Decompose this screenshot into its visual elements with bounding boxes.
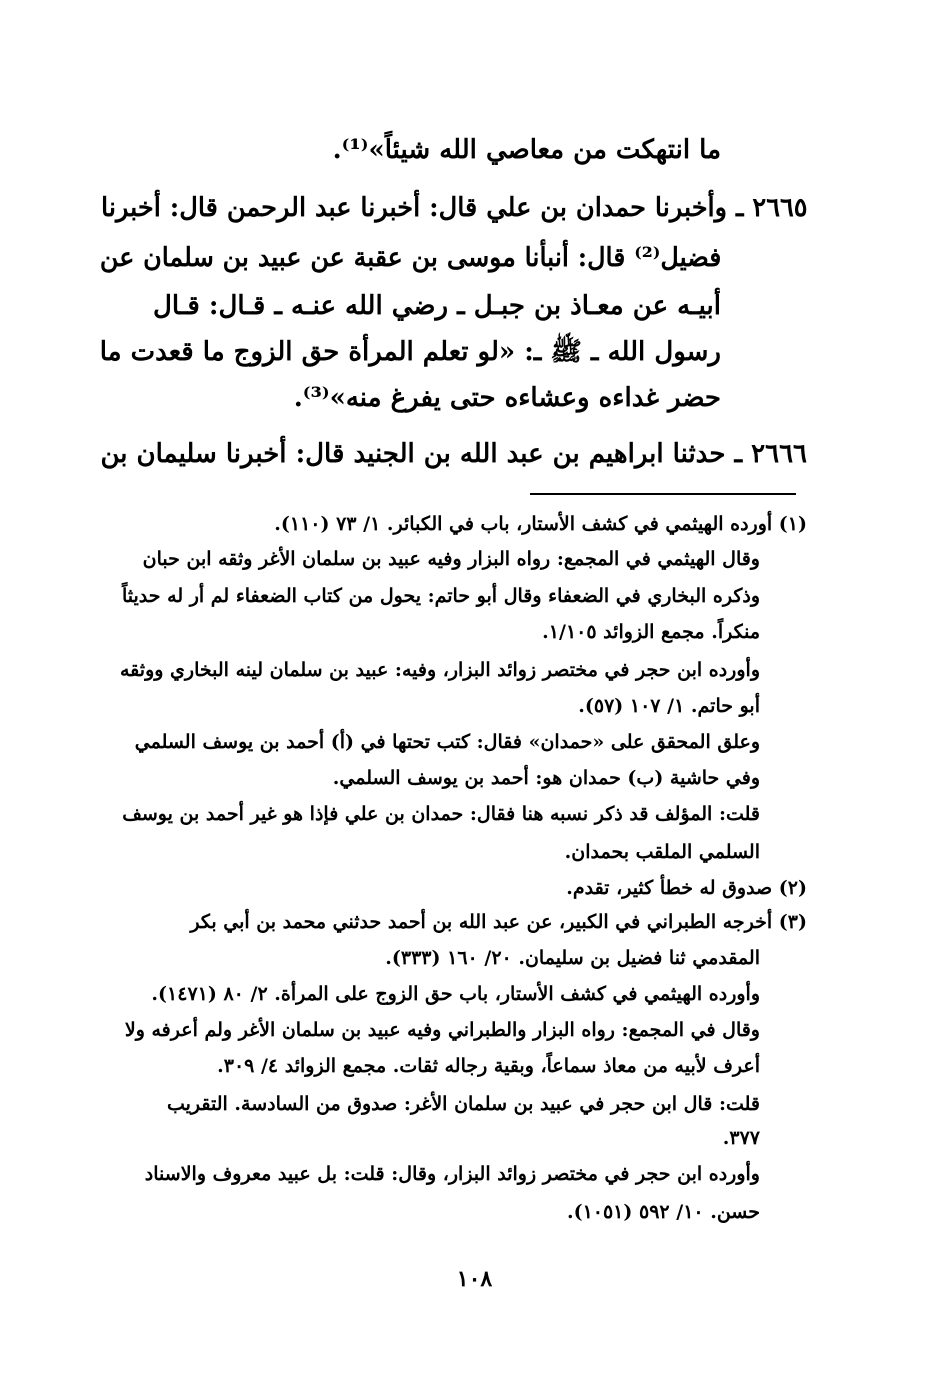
hadith-2666-line-1: ٢٦٦٦ ـ حدثنا ابراهيم بن عبد الله بن الجنيد قال: أخبرنا سليمان بن	[100, 439, 807, 469]
footnote-1-line-7: وعلق المحقق على «حمدان» فقال: كتب تحتها في (أ) أحمد بن يوسف السلمي	[134, 731, 760, 753]
footnote-3-line-8: وأورده ابن حجر في مختصر زوائد البزار، وقال: قلت: بل عبيد معروف والاسناد	[144, 1163, 760, 1185]
footnote-3-line-9: حسن. ١٠/ ٥٩٢ (١٠٥١).	[566, 1201, 760, 1223]
footnote-1-line-8: وفي حاشية (ب) حمدان هو: أحمد بن يوسف السلمي.	[332, 767, 760, 789]
footnote-1-line-6: أبو حاتم. ١/ ١٠٧ (٥٧).	[578, 695, 760, 717]
hadith-2665-line-3: أبيـه عن معـاذ بن جبـل ـ رضي الله عنـه ـ قـال: قـال	[152, 291, 721, 321]
footnote-1-line-10: السلمي الملقب بحمدان.	[564, 841, 760, 863]
hadith-2665-line-5: حضر غداءه وعشاءه حتى يفرغ منه»⁽³⁾.	[293, 383, 721, 413]
footnote-2: (٢) صدوق له خطأ كثير، تقدم.	[566, 877, 807, 899]
footnote-3-line-6: قلت: قال ابن حجر في عبيد بن سلمان الأغر: صدوق من السادسة. التقريب	[166, 1093, 760, 1115]
main-line-1: ما انتهكت من معاصي الله شيئاً»⁽¹⁾.	[332, 135, 721, 165]
footnote-3-line-2: المقدمي ثنا فضيل بن سليمان. ٢٠/ ١٦٠ (٣٣٣).	[385, 947, 760, 969]
footnote-3-line-4: وقال في المجمع: رواه البزار والطبراني وفيه عبيد بن سلمان الأغر ولم أعرفه ولا	[124, 1019, 760, 1041]
footnote-1-line-2: وقال الهيثمي في المجمع: رواه البزار وفيه عبيد بن سلمان الأغر وثقه ابن حبان	[142, 548, 760, 570]
footnote-1-line-9: قلت: المؤلف قد ذكر نسبه هنا فقال: حمدان بن علي فإذا هو غير أحمد بن يوسف	[122, 803, 760, 825]
footnote-divider	[530, 493, 796, 495]
footnote-3-line-1: (٣) أخرجه الطبراني في الكبير، عن عبد الله بن أحمد حدثني محمد بن أبي بكر	[190, 911, 807, 933]
footnote-1-line-4: منكراً. مجمع الزوائد ١/١٠٥.	[542, 621, 760, 643]
footnote-3-line-3: وأورده الهيثمي في كشف الأستار، باب حق الزوج على المرأة. ٢/ ٨٠ (١٤٧١).	[151, 983, 760, 1005]
footnote-1-line-3: وذكره البخاري في الضعفاء وقال أبو حاتم: يحول من كتاب الضعفاء لم أر له حديثاً	[121, 585, 760, 607]
hadith-2665-line-4: رسول الله ـ ﷺ ـ: «لو تعلم المرأة حق الزوج ما قعدت ما	[99, 337, 721, 367]
footnote-1-line-5: وأورده ابن حجر في مختصر زوائد البزار، وفيه: عبيد بن سلمان لينه البخاري ووثقه	[120, 659, 760, 681]
hadith-2665-line-2: فضيل⁽²⁾ قال: أنبأنا موسى بن عقبة عن عبيد بن سلمان عن	[99, 243, 721, 273]
footnote-3-line-5: أعرف لأبيه من معاذ سماعاً، وبقية رجاله ثقات. مجمع الزوائد ٤/ ٣٠٩.	[217, 1055, 760, 1077]
hadith-2665-line-1: ٢٦٦٥ ـ وأخبرنا حمدان بن علي قال: أخبرنا عبد الرحمن قال: أخبرنا	[100, 193, 807, 223]
footnote-3-line-7: ٣٧٧.	[722, 1127, 760, 1149]
footnote-1-line-1: (١) أورده الهيثمي في كشف الأستار، باب في الكبائر. ١/ ٧٣ (١١٠).	[274, 513, 807, 535]
page-number: ١٠٨	[456, 1266, 493, 1292]
